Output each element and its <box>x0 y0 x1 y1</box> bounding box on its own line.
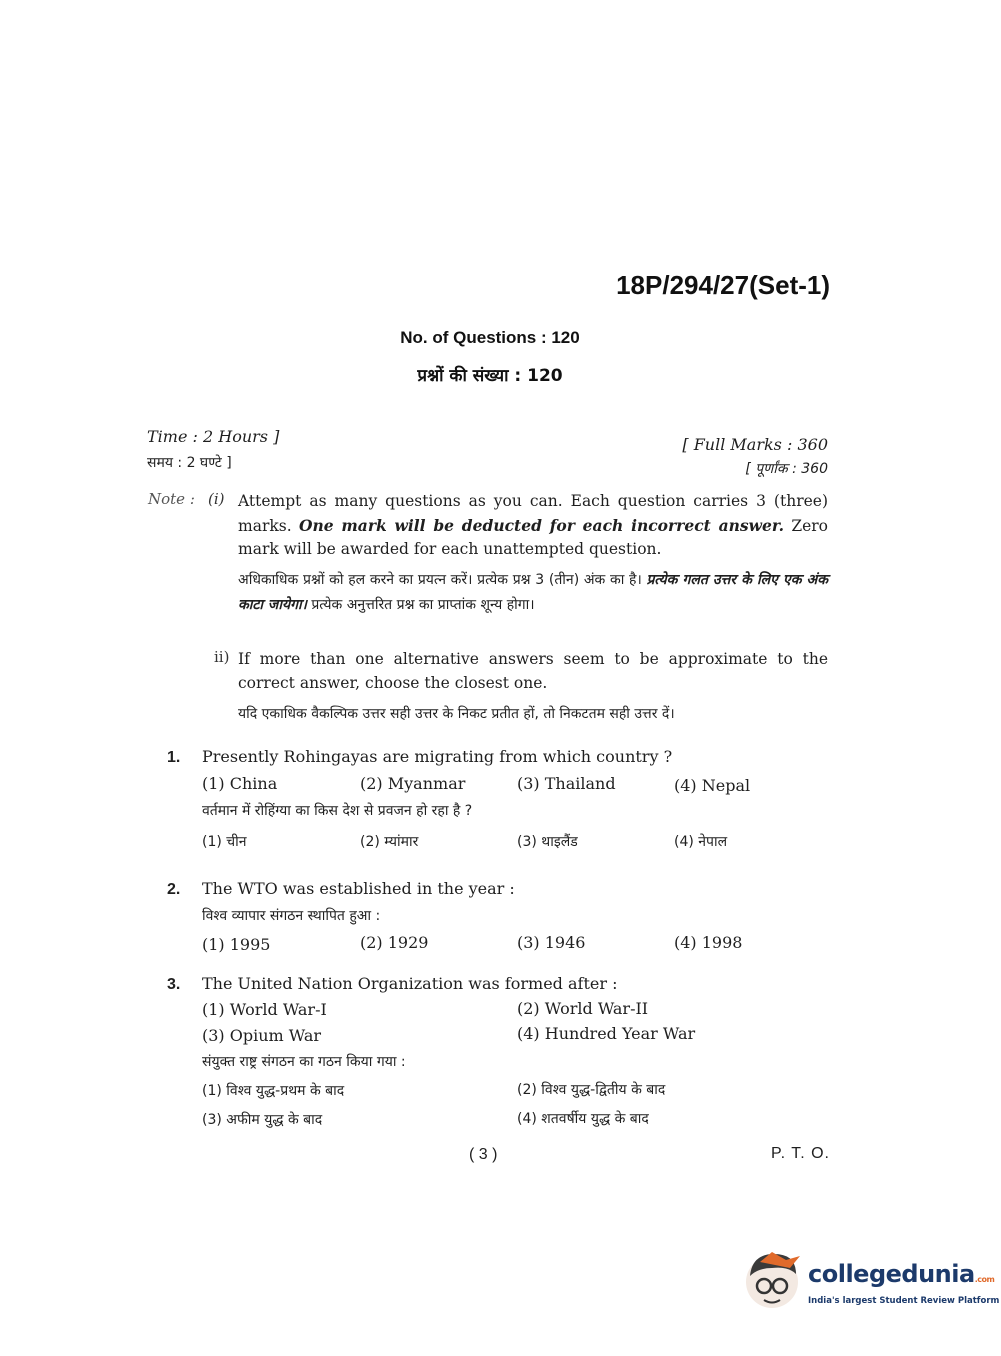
q3-option-hi-1: (1) विश्व युद्ध-प्रथम के बाद <box>202 1083 345 1099</box>
q1-option-en-2: (2) Myanmar <box>360 774 466 793</box>
collegedunia-wordmark <box>808 1260 994 1288</box>
note-item-1-hi-part2: प्रत्येक गलत उत्तर के लिए एक अंक काटा जायेगा। <box>238 572 828 613</box>
brand-tld: .com <box>974 1275 995 1284</box>
q1-option-hi-2: (2) म्यांमार <box>360 834 419 850</box>
note-item-1-en-part1: Attempt as many questions as you can. Each question carries 3 (three) marks. <box>238 492 828 535</box>
full-marks-en: [ Full Marks : 360 <box>682 435 828 454</box>
num-questions-hi: प्रश्नों की संख्या : 120 <box>417 366 563 386</box>
time-hi: समय : 2 घण्टे ] <box>147 455 232 471</box>
page-number: ( 3 ) <box>469 1146 498 1163</box>
q1-option-hi-1: (1) चीन <box>202 834 247 850</box>
note-item-1-num: (i) <box>208 490 225 508</box>
note-item-2-num: ii) <box>214 648 230 666</box>
q3-text-hi: संयुक्त राष्ट्र संगठन का गठन किया गया : <box>202 1054 406 1070</box>
brand-name: collegedunia <box>808 1260 975 1288</box>
note-item-1-en-part3: Zero mark will be awarded for each unattempted question. <box>238 516 828 558</box>
q1-text-hi: वर्तमान में रोहिंग्या का किस देश से प्रवजन हो रहा है ? <box>202 803 473 819</box>
q2-option-3: (3) 1946 <box>517 933 586 952</box>
q3-option-hi-4: (4) शतवर्षीय युद्ध के बाद <box>517 1111 649 1127</box>
q1-number: 1. <box>167 749 181 766</box>
q3-option-en-2: (2) World War-II <box>517 999 649 1018</box>
note-item-1-hi-part1: अधिकाधिक प्रश्नों को हल करने का प्रयत्न करें। प्रत्येक प्रश्न 3 (तीन) अंक का है। <box>238 572 642 588</box>
note-item-1-en-part2: One mark will be deducted for each incorrect answer. <box>298 515 784 535</box>
note-item-1-en <box>238 490 828 562</box>
note-item-2-hi: यदि एकाधिक वैकल्पिक उत्तर सही उत्तर के निकट प्रतीत हों, तो निकटतम सही उत्तर दें। <box>238 706 675 722</box>
q2-text-en: The WTO was established in the year : <box>202 879 515 898</box>
q2-option-1: (1) 1995 <box>202 935 271 954</box>
full-marks-hi: [ पूर्णांक : 360 <box>745 461 828 477</box>
q3-text-en: The United Nation Organization was formed after : <box>202 974 618 993</box>
q2-text-hi: विश्व व्यापार संगठन स्थापित हुआ : <box>202 908 381 924</box>
time-en: Time : 2 Hours ] <box>147 427 280 446</box>
mascot-icon <box>746 1252 800 1308</box>
q1-option-hi-4: (4) नेपाल <box>674 834 728 850</box>
q1-option-hi-3: (3) थाइलैंड <box>517 834 578 850</box>
q1-text-en: Presently Rohingayas are migrating from which country ? <box>202 747 673 766</box>
q3-option-hi-3: (3) अफीम युद्ध के बाद <box>202 1112 323 1128</box>
num-questions-en: No. of Questions : 120 <box>400 328 580 347</box>
q3-option-en-4: (4) Hundred Year War <box>517 1024 696 1043</box>
q2-number: 2. <box>167 881 181 898</box>
note-label: Note : <box>148 490 195 508</box>
q1-option-en-4: (4) Nepal <box>674 776 751 795</box>
q3-option-hi-2: (2) विश्व युद्ध-द्वितीय के बाद <box>517 1082 666 1098</box>
pto-label: P. T. O. <box>771 1145 830 1162</box>
q3-option-en-3: (3) Opium War <box>202 1026 322 1045</box>
paper-code: 18P/294/27(Set-1) <box>616 270 830 300</box>
q2-option-4: (4) 1998 <box>674 933 743 952</box>
q1-option-en-1: (1) China <box>202 774 278 793</box>
note-item-2-en: If more than one alternative answers seem to be approximate to the correct answer, choose the closest one. <box>238 650 828 692</box>
note-item-1-hi <box>238 568 828 618</box>
q2-option-2: (2) 1929 <box>360 933 429 952</box>
q3-number: 3. <box>167 976 181 993</box>
note-item-1-hi-part3: प्रत्येक अनुत्तरित प्रश्न का प्राप्तांक शून्य होगा। <box>311 597 535 613</box>
q3-option-en-1: (1) World War-I <box>202 1000 327 1019</box>
collegedunia-tagline: India's largest Student Review Platform <box>808 1296 1000 1306</box>
q1-option-en-3: (3) Thailand <box>517 774 616 793</box>
